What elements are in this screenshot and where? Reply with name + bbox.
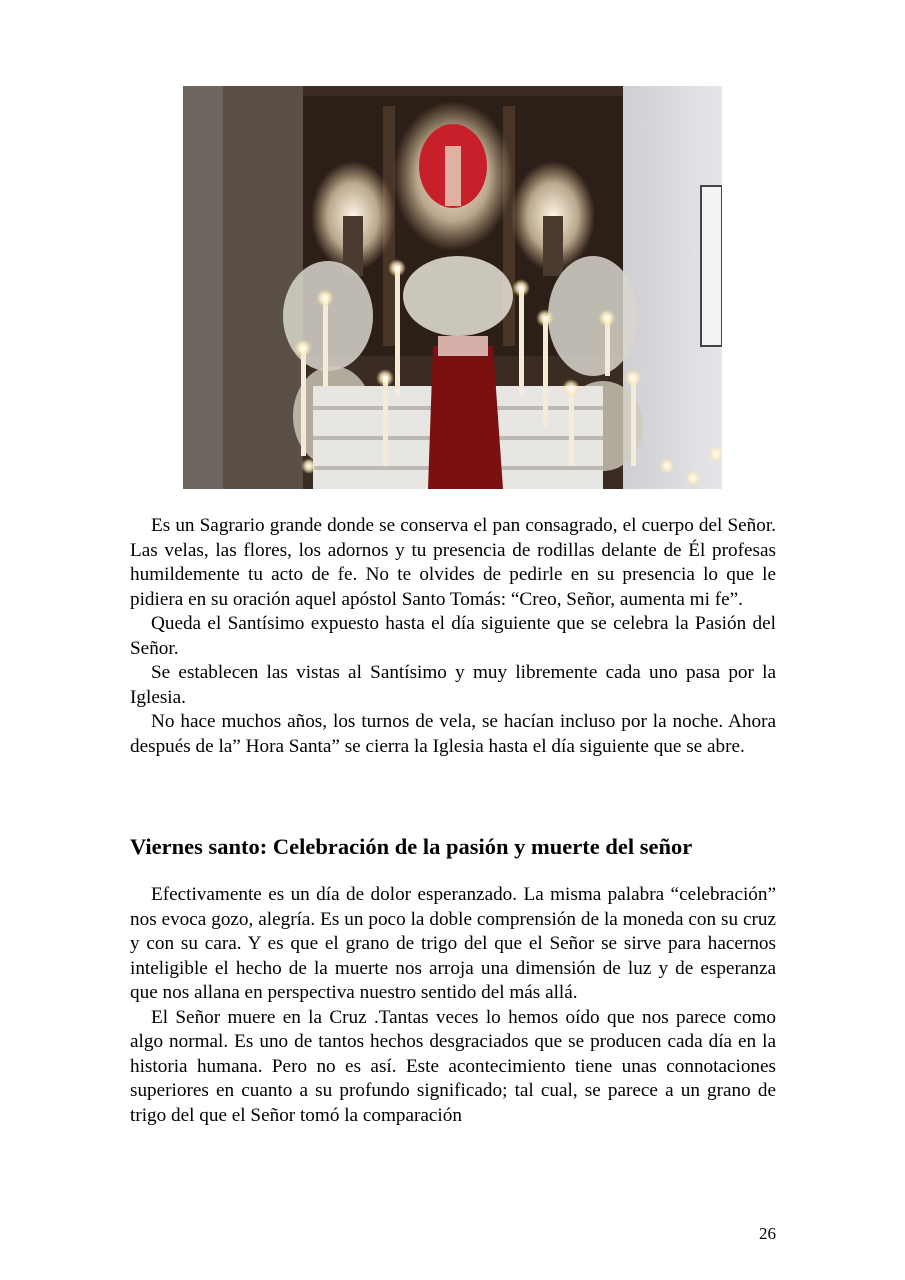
- paragraph: Es un Sagrario grande donde se conserva el pan consagrado, el cuerpo del Señor. Las velas, las flores, los adornos y tu presencia de rodillas delante de Él profesas humildemente tu acto de fe. No te olvides de pedirle en su presencia lo que le pidiera en su oración aquel apóstol Santo Tomás: “Creo, Señor, aumenta mi fe”.: [130, 515, 776, 610]
- paragraph: Queda el Santísimo expuesto hasta el día siguiente que se celebra la Pasión del Señor.: [130, 613, 776, 659]
- altar-photo: [183, 86, 722, 489]
- body-text-section-1: [130, 514, 776, 759]
- paragraph: El Señor muere en la Cruz .Tantas veces lo hemos oído que nos parece como algo normal. Es uno de tantos hechos desgraciados que se producen cada día en la historia humana. Pero no es así. Este acontecimiento tiene unas connotaciones superiores en cuanto a su profundo significado; tal cual, se parece a un grano de trigo del que el Señor tomó la comparación: [130, 1006, 776, 1126]
- paragraph: Efectivamente es un día de dolor esperanzado. La misma palabra “celebración” nos evoca gozo, alegría. Es un poco la doble comprensión de la moneda con su cruz y con su cara. Y es que el grano de trigo del que el Señor se sirve para hacernos inteligible el hecho de la muerte nos arroja una dimensión de luz y de esperanza que nos allana en perspectiva nuestro sentido del más allá.: [130, 884, 776, 1003]
- paragraph: Se establecen las vistas al Santísimo y muy libremente cada uno pasa por la Iglesia.: [130, 662, 776, 708]
- body-text-section-2: [130, 883, 776, 1128]
- section-heading: Viernes santo: Celebración de la pasión y muerte del señor: [130, 834, 693, 859]
- paragraph: No hace muchos años, los turnos de vela, se hacían incluso por la noche. Ahora después de la” Hora Santa” se cierra la Iglesia hasta el día siguiente que se abre.: [130, 711, 776, 757]
- page-number: 26: [759, 1224, 776, 1243]
